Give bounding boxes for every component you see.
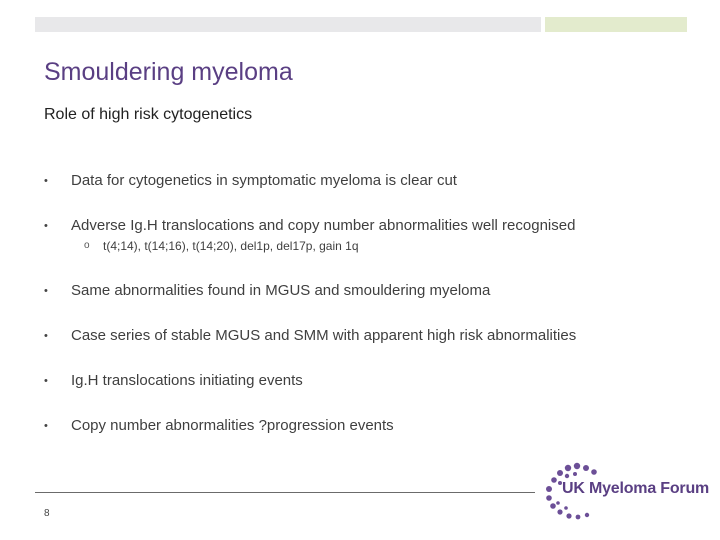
footer-divider	[35, 492, 535, 493]
list-item	[44, 170, 684, 192]
list-item	[44, 415, 684, 437]
slide-subtitle: Role of high risk cytogenetics	[44, 106, 253, 123]
bullet-icon: •	[44, 420, 48, 432]
page-number: 8	[44, 508, 50, 519]
bullet-text: Same abnormalities found in MGUS and smouldering myeloma	[71, 282, 491, 299]
bullet-icon: •	[44, 285, 48, 297]
bullet-icon: •	[44, 375, 48, 387]
bullet-icon: •	[44, 330, 48, 342]
sub-bullet-icon: o	[84, 240, 90, 251]
list-item	[44, 370, 684, 392]
bullet-icon: •	[44, 220, 48, 232]
bullet-text: Adverse Ig.H translocations and copy number abnormalities well recognised	[71, 217, 576, 234]
bullet-text: Copy number abnormalities ?progression events	[71, 417, 394, 434]
bullet-text: Ig.H translocations initiating events	[71, 372, 303, 389]
list-item	[44, 325, 684, 347]
bullet-text: Data for cytogenetics in symptomatic myeloma is clear cut	[71, 172, 457, 189]
list-item	[44, 280, 684, 302]
list-item	[44, 215, 684, 237]
bullet-text: Case series of stable MGUS and SMM with apparent high risk abnormalities	[71, 327, 577, 344]
logo-text: UK Myeloma Forum	[562, 480, 710, 497]
uk-myeloma-forum-logo	[540, 462, 710, 522]
sub-list-item	[84, 236, 644, 256]
slide-title: Smouldering myeloma	[44, 58, 293, 86]
sub-bullet-text: t(4;14), t(14;16), t(14;20), del1p, del17p, gain 1q	[103, 239, 359, 253]
bullet-icon: •	[44, 175, 48, 187]
